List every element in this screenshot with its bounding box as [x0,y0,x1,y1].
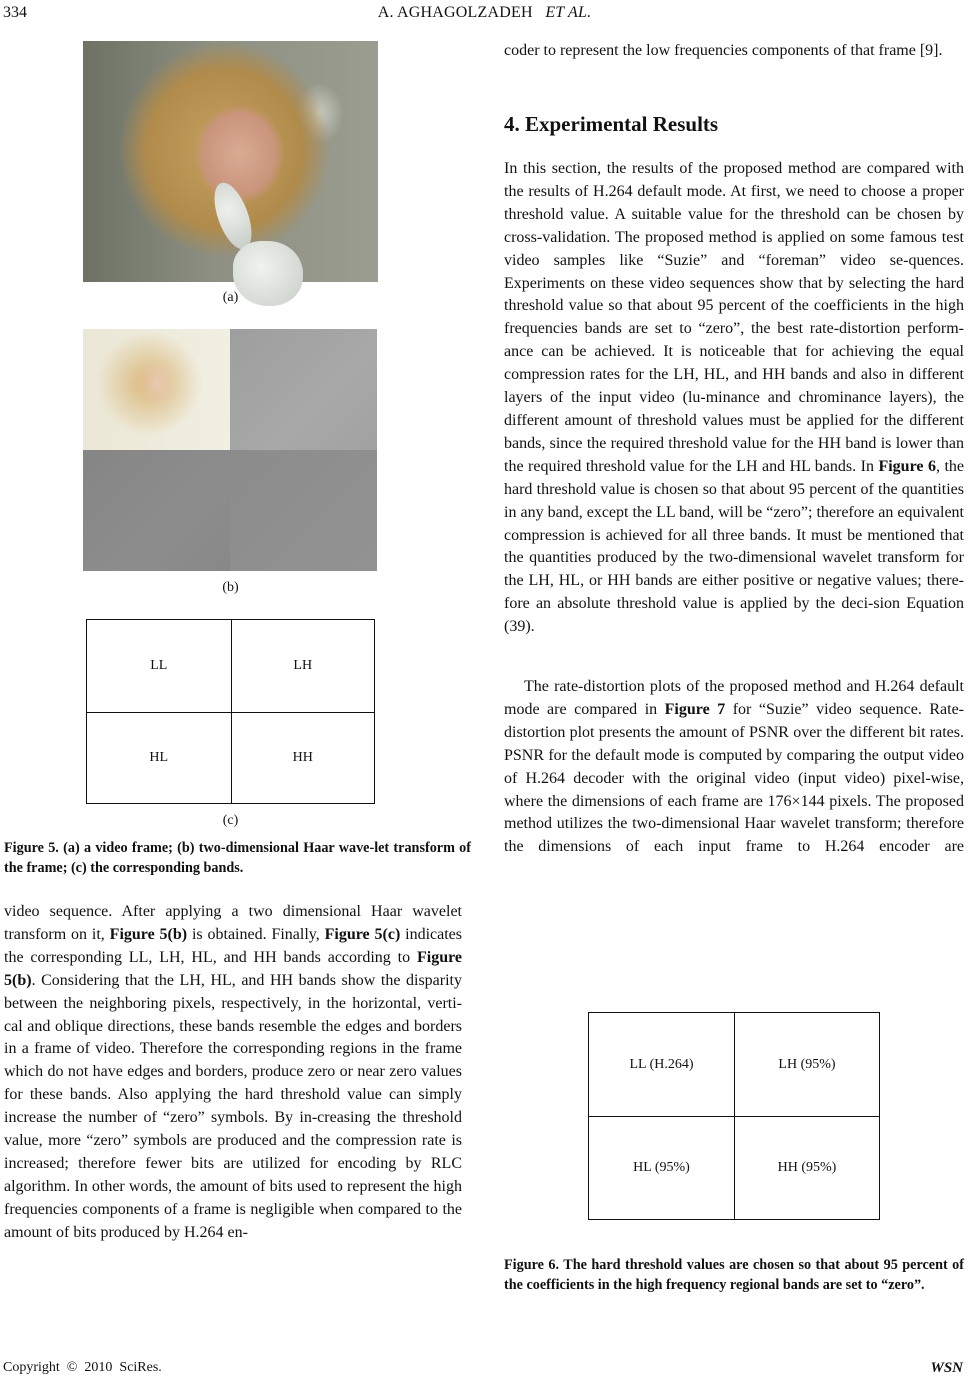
text-run: The rate-distortion plots of the proposed method and H.264 default mode are compared in [504,678,964,718]
band-cell-lh: LH [231,620,375,712]
wavelet-quadrant-hh [230,450,377,571]
figure5a-video-frame-image [83,41,378,282]
figure5b-wavelet-image [83,329,378,571]
left-column-paragraph [4,901,462,1245]
section-heading: 4. Experimental Results [504,112,719,136]
band-cell-hl-95: HL (95%) [589,1116,734,1219]
experimental-results-paragraph-2 [504,676,964,859]
band-cell-ll-h264: LL (H.264) [629,1056,694,1072]
experimental-results-paragraph-1 [504,158,964,639]
figure6-caption: Figure 6. The hard threshold values are chosen so that about 95 percent of the coefficients in the high frequency regional bands are set to “zero”. [504,1257,964,1293]
wavelet-quadrant-hl [83,450,230,571]
journal-abbreviation: WSN [930,1360,963,1376]
figure6-threshold-diagram [588,1012,880,1220]
text-run: video sequence. After applying a two dimensional Haar wavelet transform on it, [4,903,462,943]
copyright-notice: Copyright © 2010 SciRes. [3,1360,162,1375]
band-cell-hh-95: HH (95%) [734,1116,879,1219]
figure-reference: Figure 7 [664,700,726,718]
right-column-continuation: coder to represent the low frequencies components of that frame [9]. [504,42,943,59]
running-header-authors: A. AGHAGOLZADEH [377,4,533,21]
figure5c-band-diagram [86,619,375,804]
band-cell-hh: HH [231,712,375,804]
figure5c-label: (c) [222,813,239,828]
text-run: indicates the corresponding LL, LH, HL, and HH bands according to [4,925,463,966]
wavelet-quadrant-lh [230,329,377,450]
figure-reference: Figure 5(c) [324,925,401,943]
figure5-caption: Figure 5. (a) a video frame; (b) two-dimensional Haar wave-let transform of the frame; (c) the corresponding bands. [4,840,471,876]
figure5b-label: (b) [222,580,239,595]
band-cell-lh-95: LH (95%) [734,1013,879,1116]
wavelet-quadrant-ll [83,329,230,450]
figure-reference: Figure 5(b) [109,925,188,943]
band-cell-hl: HL [87,712,231,804]
text-run: for “Suzie” video sequence. Rate-distortion plot presents the amount of PSNR over the different bit rates. PSNR for the default mode is computed by comparing the output video of H.264 decoder with the original video (input video) pixel-wise, where the dimensions of each frame are 176×144 pixels. The proposed method utilizes the two-dimensional Haar wavelet transform; therefore the dimensions of each input frame to H.264 encoder are [504,700,965,856]
text-run: In this section, the results of the proposed method are compared with the results of H.264 default mode. At first, we need to choose a proper threshold value. A suitable value for the threshold can be chosen by cross-validation. The proposed method is applied on some famous test video samples like “Suzie” and “foreman” video se-quences. Experiments on these video sequences show that by selecting the hard threshold value so that about 95 percent of the coefficients in the high frequencies bands are set to “zero”, the best rate-distortion perform-ance can be achieved. It is noticeable that for achieving the equal compression rates for the LH, HL, and HH bands and also in different layers of the input video (lu-minance and chrominance layers), the different amount of threshold values must be applied for the different bands, since the required threshold value for the HH band is lower than the required threshold value for the LH and HL bands. In [504,160,964,475]
text-run: . Considering that the LH, HL, and HH bands show the disparity between the neighboring pixels, respectively, in the horizontal, verti-cal and oblique directions, these bands resemble the edges and borders in a frame of video. Therefore the corresponding regions in the frame which do not have edges and borders, produce zero or near zero values for these bands. Also applying the hard threshold value can simply increase the number of “zero” symbols. By in-creasing the threshold value, more “zero” symbols are produced and the compression rate is increased; therefore fewer bits are utilized for encoding by RLC algorithm. In other words, the amount of bits used to represent the high frequencies components of a frame is negligible when compared to the amount of bits produced by H.264 en- [4,971,462,1241]
page-number: 334 [3,4,27,21]
figure5a-label: (a) [222,290,239,305]
figure-reference: Figure 5(b) [4,948,462,989]
text-run: , the hard threshold value is chosen so that about 95 percent of the quantities in any band, except the LL band, will be “zero”; therefore an equivalent compression is achieved for all three bands. It must be mentioned that the quantities produced by the two-dimensional wavelet transform for the LH, HL, or HH bands are either positive or negative values; there-fore an absolute threshold value is applied by the deci-sion Equation (39). [504,457,965,636]
running-header-et-al: ET AL. [545,4,592,21]
figure-reference: Figure 6 [878,457,936,475]
running-header [0,4,969,22]
text-run: is obtained. Finally, [187,925,325,943]
band-cell-ll: LL [150,657,168,673]
